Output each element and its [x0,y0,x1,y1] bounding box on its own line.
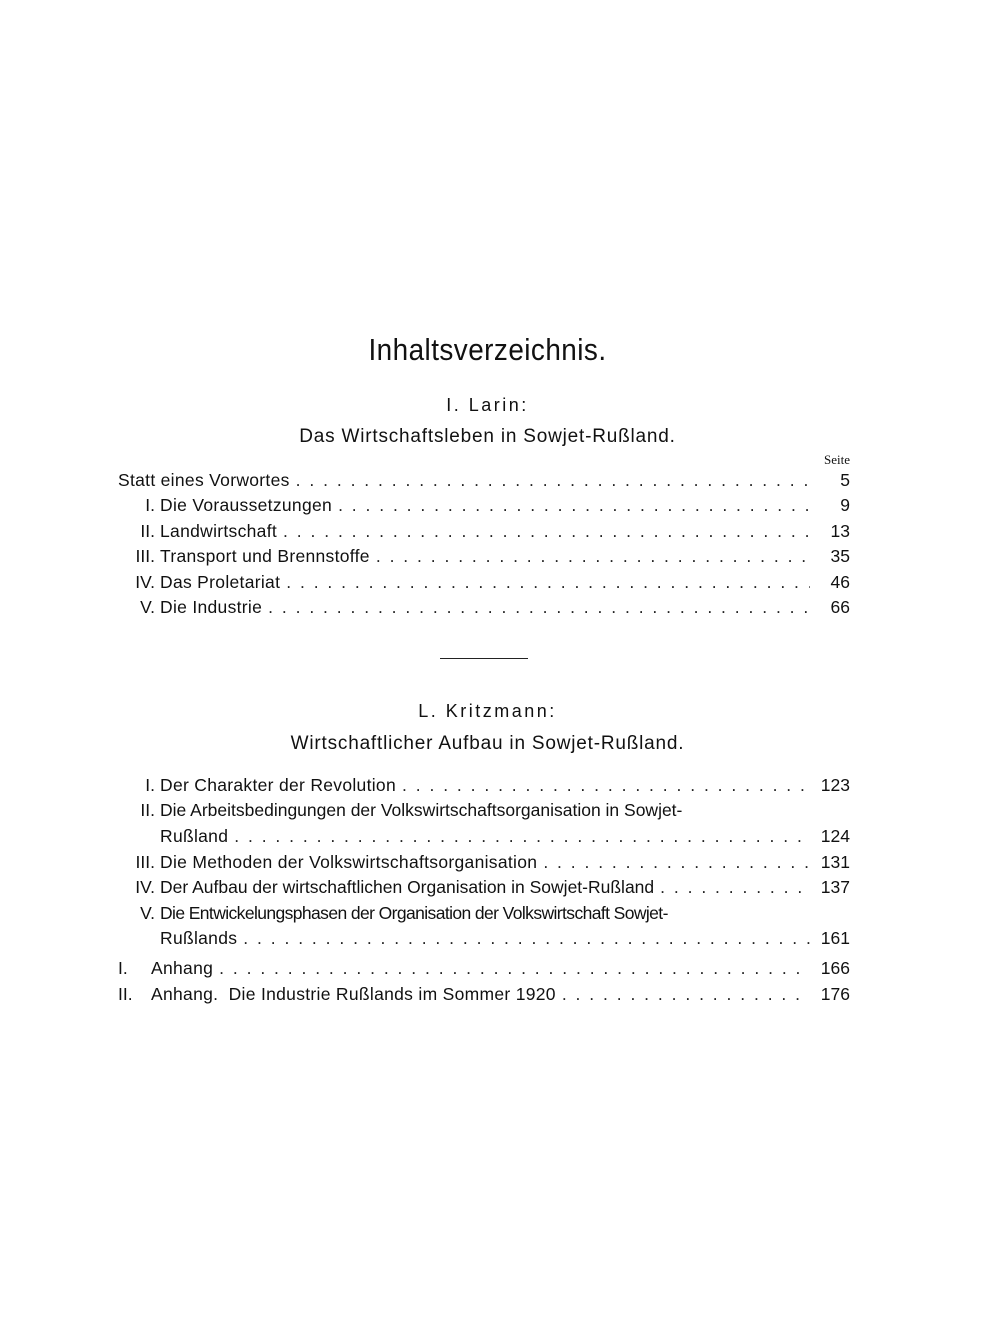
entry-number: II. [118,984,133,1004]
toc-entry[interactable] [118,495,850,519]
section-divider [440,658,528,659]
leader-dots [338,495,810,516]
entry-title: Die Industrie [160,597,263,617]
entry-number: IV. [135,877,155,897]
leader-dots [286,572,810,593]
toc-entry[interactable] [118,877,850,901]
leader-dots [219,958,810,979]
entry-page: 66 [830,597,850,617]
entry-number: II. [140,521,155,541]
toc-entry[interactable] [118,521,850,545]
leader-dots [243,928,810,949]
entry-title: Transport und Brennstoffe [160,546,370,566]
leader-dots [283,521,810,542]
section-author: I. Larin: [446,395,529,415]
entry-number: IV. [135,572,155,592]
leader-dots [660,877,810,898]
leader-dots [376,546,810,567]
entry-number: II. [140,800,155,820]
leader-dots [234,826,810,847]
entry-title: Die Entwickelungsphasen der Organisation der Volkswirtschaft Sowjet- [160,903,668,923]
entry-number: III. [135,546,155,566]
toc-entry[interactable] [118,775,850,799]
leader-dots [296,470,810,491]
entry-number: I. [118,958,128,978]
entry-title: Der Charakter der Revolution [160,775,397,795]
entry-page: 161 [820,928,850,948]
section-subtitle: Das Wirtschaftsleben in Sowjet-Rußland. [299,426,676,447]
leader-dots [543,852,810,873]
page-column-label: Seite [824,452,850,467]
entry-page: 137 [820,877,850,897]
entry-title: Statt eines Vorwortes [118,470,290,490]
section-author: L. Kritzmann: [418,701,557,721]
entry-page: 166 [820,958,850,978]
toc-entry[interactable] [118,470,850,494]
entry-number: V. [140,597,155,617]
page-title: Inhaltsverzeichnis. [368,332,607,367]
entry-title: Die Methoden der Volkswirtschaftsorganisation [160,852,538,872]
entry-page: 124 [820,826,850,846]
leader-dots [402,775,810,796]
section-subtitle: Wirtschaftlicher Aufbau in Sowjet-Rußland. [290,733,685,754]
toc-entry[interactable] [118,572,850,596]
toc-entry[interactable] [118,903,850,927]
entry-title: Die Arbeitsbedingungen der Volkswirtschaftsorganisation in Sowjet- [160,800,683,820]
toc-entry[interactable] [118,852,850,876]
entry-number: III. [135,852,155,872]
entry-title: Landwirtschaft [160,521,278,541]
entry-page: 9 [840,495,850,515]
entry-number: I. [145,495,155,515]
entry-title: Die Voraussetzungen [160,495,333,515]
entry-number: I. [145,775,155,795]
entry-page: 123 [820,775,850,795]
entry-page: 35 [830,546,850,566]
entry-title-continuation: Rußlands [160,928,238,948]
toc-entry[interactable] [118,800,850,824]
leader-dots [268,597,810,618]
toc-entry-continuation[interactable] [118,928,850,952]
entry-title: Das Proletariat [160,572,281,592]
toc-entry-continuation[interactable] [118,826,850,850]
entry-page: 131 [820,852,850,872]
leader-dots [562,984,810,1005]
toc-entry[interactable] [118,546,850,570]
entry-title: Anhang [151,958,214,978]
entry-title: Anhang. Die Industrie Rußlands im Sommer 1920 [151,984,556,1004]
entry-number: V. [140,903,155,923]
toc-entry[interactable] [118,958,850,982]
toc-entry[interactable] [118,597,850,621]
entry-title: Der Aufbau der wirtschaftlichen Organisation in Sowjet-Rußland [160,877,655,897]
entry-page: 5 [840,470,850,490]
entry-page: 176 [820,984,850,1004]
entry-page: 13 [830,521,850,541]
toc-entry[interactable] [118,984,850,1008]
entry-title-continuation: Rußland [160,826,229,846]
entry-page: 46 [830,572,850,592]
